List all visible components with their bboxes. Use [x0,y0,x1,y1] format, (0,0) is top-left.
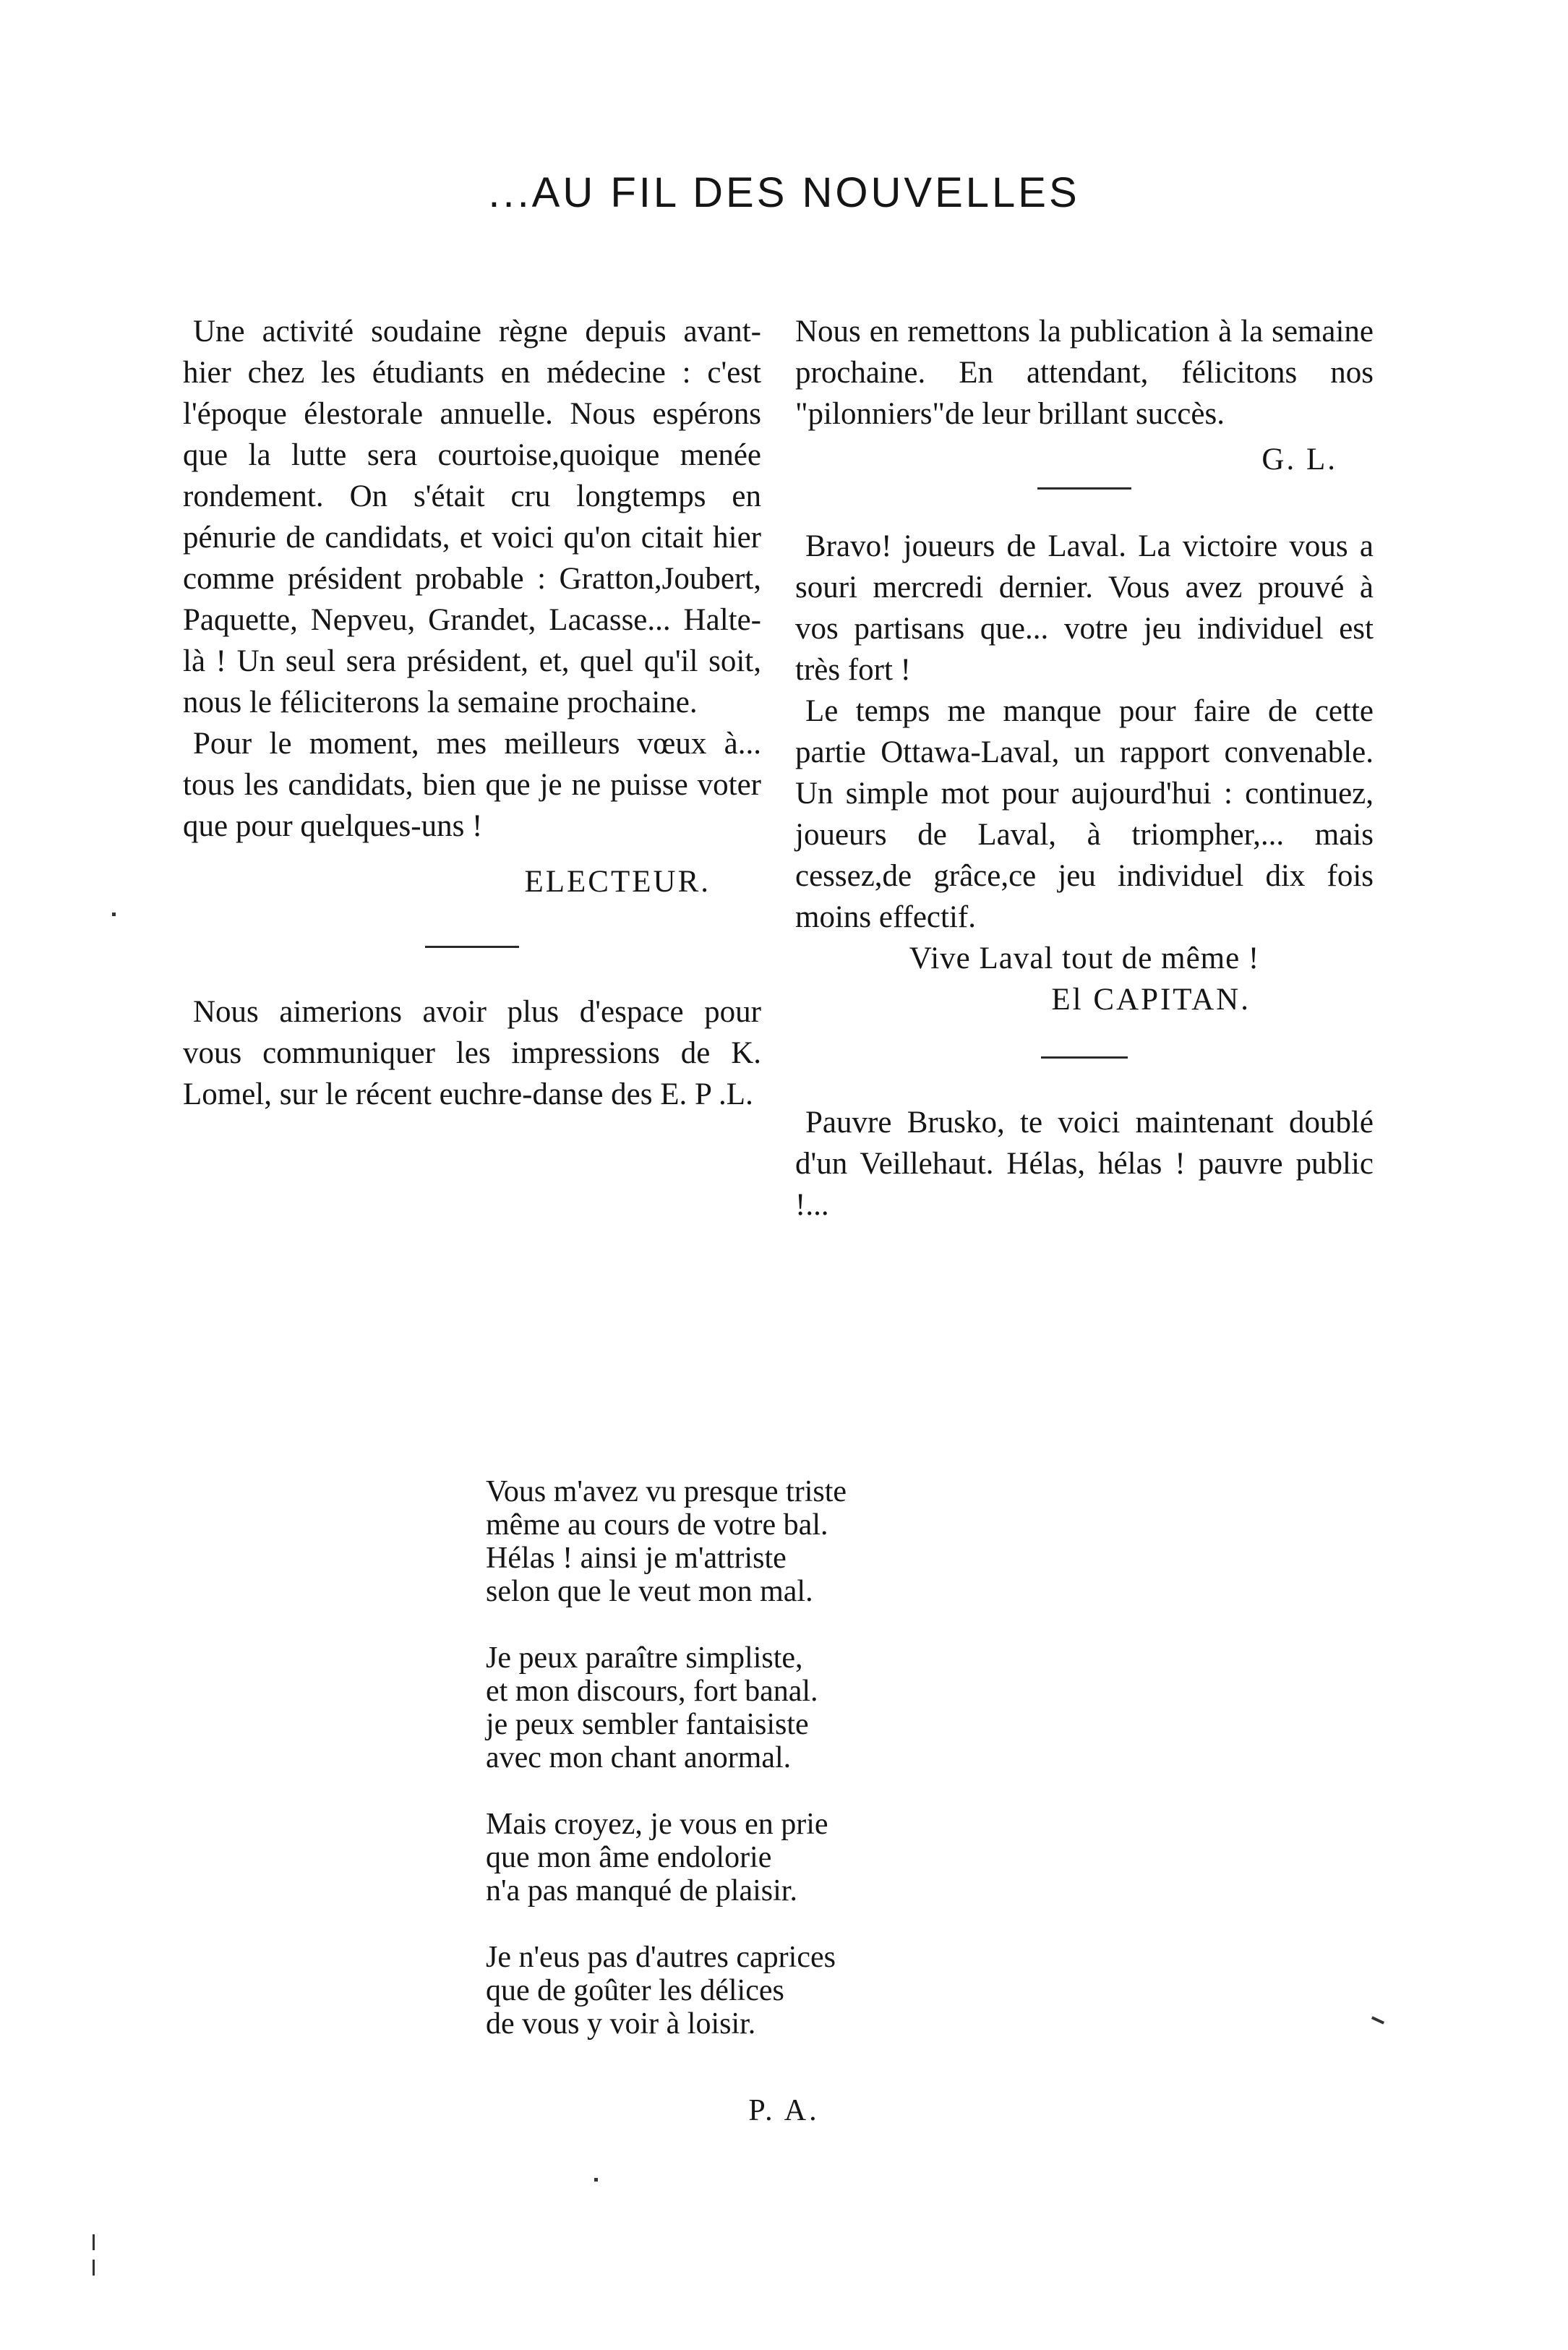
poem-stanza [486,1941,1035,2041]
poem-line: Je peux paraître simpliste, [486,1641,803,1675]
poem-line: même au cours de votre bal. [486,1508,828,1542]
article-euchre [183,991,761,1115]
article-brusko [795,1102,1374,1226]
scan-speck [594,2178,598,2182]
article-euchre-continued [795,311,1374,480]
article-paragraph: Une activité soudaine règne depuis avant-hier chez les étudiants en médecine : c'est l'époque élestorale annuelle. Nous espérons que la lutte sera courtoise,quoique menée rondement. On s'était cru longtemps en pénurie de candidats, et voici qu'on citait hier comme président probable : Gratton,Joubert, Paquette, Nepveu, Grandet, Lacasse... Halte-là ! Un seul sera président, et, quel qu'il soit, nous le féliciterons la semaine prochaine. [183,315,761,719]
poem-stanza [486,1475,1035,1608]
poem-signature: P. A. [748,2094,820,2127]
left-column [183,311,761,1115]
poem-line: que mon âme endolorie [486,1841,772,1874]
separator-rule [425,946,519,948]
poem-line: selon que le veut mon mal. [486,1575,813,1608]
poem-stanza [486,1641,1035,1774]
page-title: ...AU FIL DES NOUVELLES [488,169,1080,216]
poem-line: Hélas ! ainsi je m'attriste [486,1542,787,1575]
poem-line: que de goûter les délices [486,1974,784,2007]
article-paragraph: Nous aimerions avoir plus d'espace pour vous communiquer les impressions de K. Lomel, sur le récent euchre-danse des E. P .L. [183,995,761,1111]
poem-line: je peux sembler fantaisiste [486,1708,809,1741]
scan-speck [112,913,116,916]
article-hockey [795,526,1374,1020]
separator-rule [1041,1056,1128,1059]
scan-speck [93,2234,95,2250]
poem-line: Je n'eus pas d'autres caprices [486,1941,836,1974]
poem-line: Vous m'avez vu presque triste [486,1475,847,1508]
scan-speck [93,2260,95,2276]
article-closing: Vive Laval tout de même ! [909,941,1260,975]
article-paragraph: Nous en remettons la publication à la semaine prochaine. En attendant, félicitons nos "pilonniers"de leur brillant succès. [795,315,1374,431]
scan-speck [1371,2016,1384,2024]
poem-line: Mais croyez, je vous en prie [486,1808,828,1841]
separator-rule [1037,487,1131,490]
poem [486,1475,1035,2074]
article-paragraph: Pauvre Brusko, te voici maintenant doublé d'un Veillehaut. Hélas, hélas ! pauvre public !... [795,1106,1374,1222]
article-paragraph: Bravo! joueurs de Laval. La victoire vous a souri mercredi dernier. Vous avez prouvé à vos partisans que... votre jeu individuel est très fort ! [795,529,1374,687]
poem-line: et mon discours, fort banal. [486,1675,818,1708]
article-paragraph: Pour le moment, mes meilleurs vœux à... tous les candidats, bien que je ne puisse voter que pour quelques-uns ! [183,727,761,843]
article-signature: ELECTEUR. [524,865,711,899]
poem-line: n'a pas manqué de plaisir. [486,1874,797,1907]
poem-stanza [486,1808,1035,1907]
poem-line: avec mon chant anormal. [486,1741,792,1774]
article-signature: G. L. [1261,443,1337,477]
poem-line: de vous y voir à loisir. [486,2007,756,2041]
article-signature: El CAPITAN. [1051,983,1251,1017]
article-elections [183,311,761,902]
right-column [795,311,1374,1226]
article-paragraph: Le temps me manque pour faire de cette partie Ottawa-Laval, un rapport convenable. Un simple mot pour aujourd'hui : continuez, joueurs de Laval, à triompher,... mais cessez,de grâce,ce jeu individuel dix fois moins effectif. [795,694,1374,934]
